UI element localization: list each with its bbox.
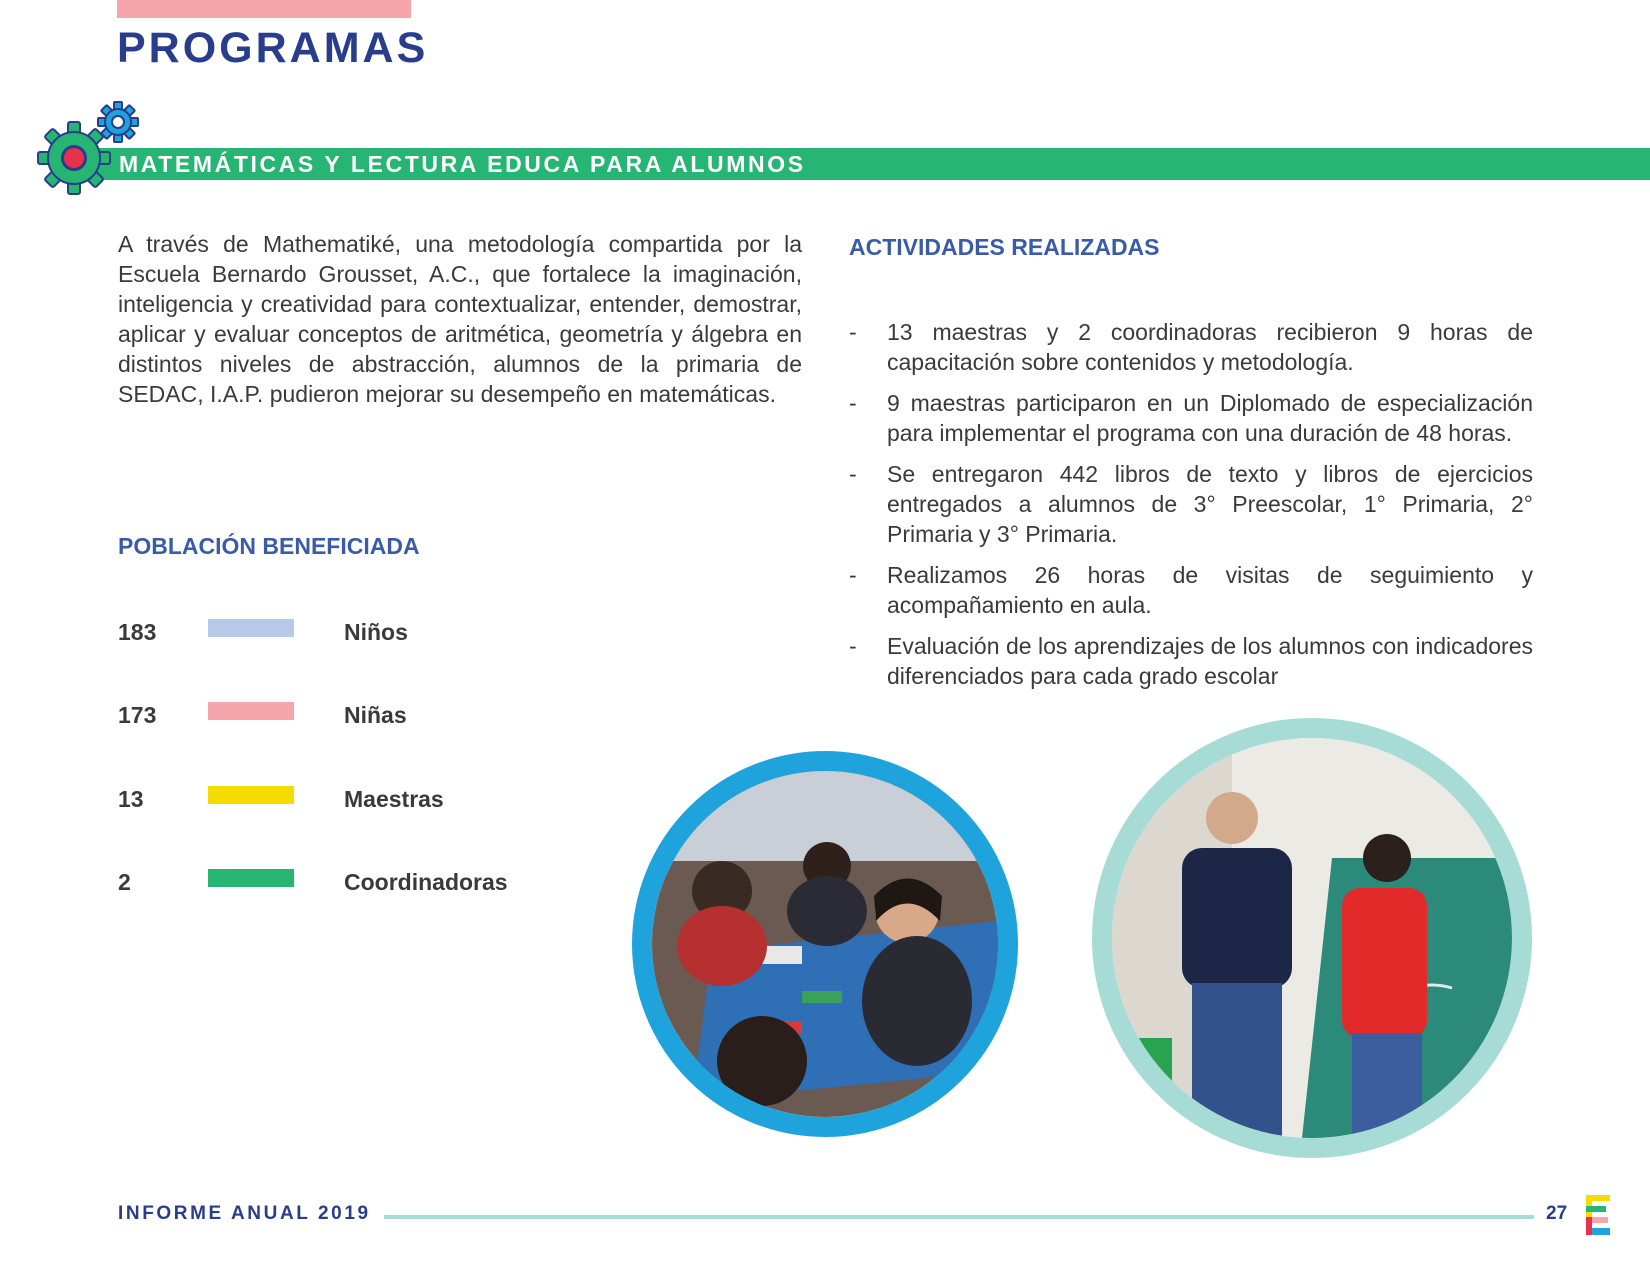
legend-count: 173 bbox=[118, 702, 157, 728]
list-item bbox=[849, 560, 1533, 620]
logo-e-icon bbox=[1586, 1195, 1612, 1235]
bullet-dash: - bbox=[849, 319, 857, 345]
activity-text: Evaluación de los aprendizajes de los alumnos con indicadores diferenciados para cada grado escolar bbox=[887, 633, 1533, 689]
photo-workshop-image bbox=[652, 771, 998, 1117]
legend-swatch bbox=[208, 702, 294, 720]
legend-count: 2 bbox=[118, 869, 131, 895]
activity-text: Se entregaron 442 libros de texto y libros de ejercicios entregados a alumnos de 3° Preescolar, 1° Primaria, 2° Primaria y 3° Primaria. bbox=[887, 461, 1533, 547]
activity-text: Realizamos 26 horas de visitas de seguimiento y acompañamiento en aula. bbox=[887, 562, 1533, 618]
legend-swatch bbox=[208, 619, 294, 637]
actividades-heading: ACTIVIDADES REALIZADAS bbox=[849, 234, 1160, 260]
activities-list bbox=[849, 317, 1533, 702]
intro-paragraph: A través de Mathematiké, una metodología compartida por la Escuela Bernardo Grousset, A.C., que fortalece la imaginación, inteligencia y creatividad para contextualizar, entender, demostrar, aplicar y evaluar conceptos de aritmética, geometría y álgebra en distintos niveles de abstracción, alumnos de la primaria de SEDAC, I.A.P. pudieron mejorar su desempeño en matemáticas. bbox=[118, 231, 802, 407]
footer-divider bbox=[384, 1215, 1534, 1219]
page-title: PROGRAMAS bbox=[117, 24, 429, 72]
legend-count: 183 bbox=[118, 619, 157, 645]
legend-row-maestras bbox=[118, 786, 578, 826]
bullet-dash: - bbox=[849, 633, 857, 659]
list-item bbox=[849, 459, 1533, 549]
legend-label: Niñas bbox=[344, 702, 407, 728]
legend-count: 13 bbox=[118, 786, 144, 812]
list-item bbox=[849, 631, 1533, 691]
bullet-dash: - bbox=[849, 390, 857, 416]
bullet-dash: - bbox=[849, 562, 857, 588]
list-item bbox=[849, 317, 1533, 377]
list-item bbox=[849, 388, 1533, 448]
legend-row-ninos bbox=[118, 619, 578, 659]
legend-label: Coordinadoras bbox=[344, 869, 508, 895]
section-title: MATEMÁTICAS Y LECTURA EDUCA PARA ALUMNOS bbox=[119, 151, 806, 177]
activity-text: 9 maestras participaron en un Diplomado de especialización para implementar el programa con una duración de 48 horas. bbox=[887, 390, 1533, 446]
legend-row-coordinadoras bbox=[118, 869, 578, 909]
gears-icon bbox=[36, 100, 146, 195]
bullet-dash: - bbox=[849, 461, 857, 487]
photo-classroom-image bbox=[1112, 738, 1512, 1138]
photo-workshop bbox=[632, 751, 1018, 1137]
legend-swatch bbox=[208, 786, 294, 804]
photo-classroom bbox=[1092, 718, 1532, 1158]
legend-row-ninas bbox=[118, 702, 578, 742]
activity-text: 13 maestras y 2 coordinadoras recibieron 9 horas de capacitación sobre contenidos y metodología. bbox=[887, 319, 1533, 375]
legend-swatch bbox=[208, 869, 294, 887]
footer-label: INFORME ANUAL 2019 bbox=[118, 1203, 371, 1224]
poblacion-heading: POBLACIÓN BENEFICIADA bbox=[118, 533, 420, 559]
legend-label: Niños bbox=[344, 619, 408, 645]
page-number: 27 bbox=[1546, 1203, 1568, 1224]
header-accent-bar bbox=[117, 0, 411, 18]
legend-label: Maestras bbox=[344, 786, 444, 812]
